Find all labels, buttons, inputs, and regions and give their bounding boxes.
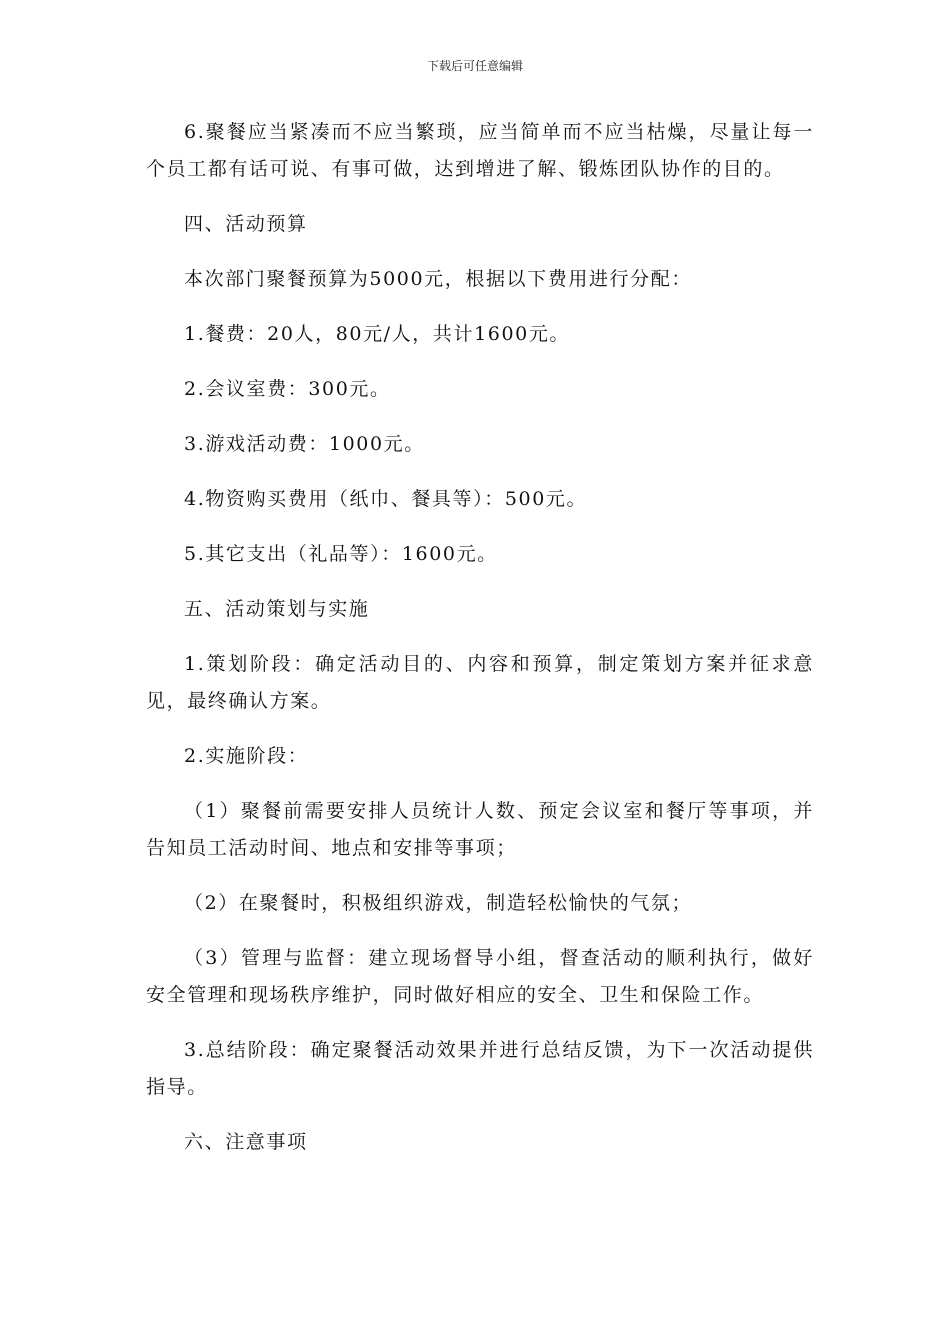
budget-item-games: 3.游戏活动费：1000元。 bbox=[184, 433, 425, 455]
budget-item-meal: 1.餐费：20人，80元/人，共计1600元。 bbox=[184, 323, 571, 345]
implementation-step-3: （3）管理与监督：建立现场督导小组，督查活动的顺利执行，做好安全管理和现场秩序维护，同时做好相应的安全、卫生和保险工作。 bbox=[146, 947, 814, 1006]
section-heading-notes: 六、注意事项 bbox=[184, 1131, 308, 1153]
section-heading-budget: 四、活动预算 bbox=[184, 213, 308, 235]
implementation-step-2: （2）在聚餐时，积极组织游戏，制造轻松愉快的气氛； bbox=[184, 892, 693, 914]
budget-intro: 本次部门聚餐预算为5000元，根据以下费用进行分配： bbox=[184, 268, 692, 290]
paragraph-item-6: 6.聚餐应当紧凑而不应当繁琐，应当简单而不应当枯燥，尽量让每一个员工都有话可说、有事可做，达到增进了解、锻炼团队协作的目的。 bbox=[146, 121, 814, 180]
budget-item-supplies: 4.物资购买费用（纸巾、餐具等）：500元。 bbox=[184, 488, 588, 510]
implementation-stage: 2.实施阶段： bbox=[184, 745, 309, 767]
section-heading-planning: 五、活动策划与实施 bbox=[184, 598, 370, 620]
planning-stage: 1.策划阶段：确定活动目的、内容和预算，制定策划方案并征求意见，最终确认方案。 bbox=[146, 653, 814, 712]
implementation-step-1: （1）聚餐前需要安排人员统计人数、预定会议室和餐厅等事项，并告知员工活动时间、地点和安排等事项； bbox=[146, 800, 814, 859]
document-body bbox=[146, 114, 814, 1179]
page-header-note: 下载后可任意编辑 bbox=[426, 59, 523, 73]
budget-item-other: 5.其它支出（礼品等）：1600元。 bbox=[184, 543, 498, 565]
summary-stage: 3.总结阶段：确定聚餐活动效果并进行总结反馈，为下一次活动提供指导。 bbox=[146, 1039, 814, 1098]
budget-item-meeting-room: 2.会议室费：300元。 bbox=[184, 378, 391, 400]
